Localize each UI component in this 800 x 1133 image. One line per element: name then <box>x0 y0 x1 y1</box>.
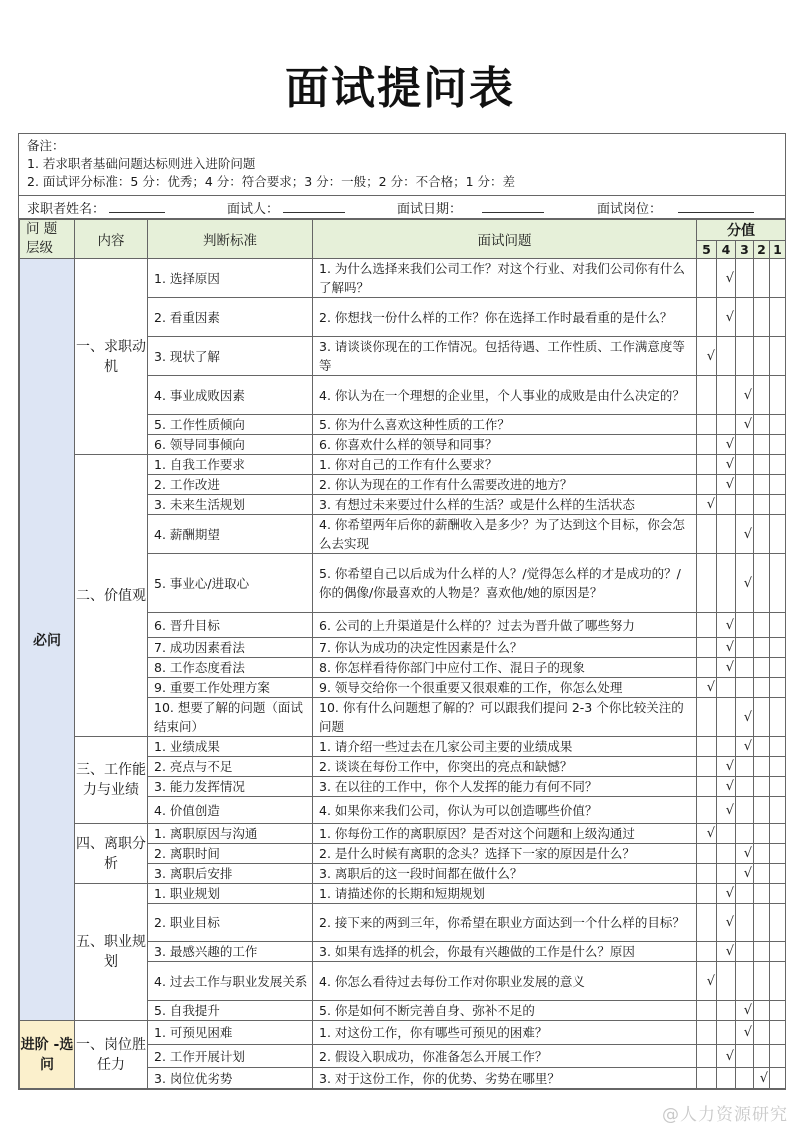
check-icon: √ <box>706 680 715 695</box>
question-cell: 2. 你认为现在的工作有什么需要改进的地方？ <box>313 475 697 495</box>
score-cell-5[interactable] <box>697 415 717 435</box>
check-icon: √ <box>725 886 734 901</box>
interview-sheet <box>18 133 786 1090</box>
score-cell-2[interactable] <box>754 495 770 515</box>
score-cell-5[interactable] <box>697 737 717 757</box>
criteria-cell: 4. 过去工作与职业发展关系 <box>148 962 313 1001</box>
score-cell-1[interactable] <box>770 904 786 942</box>
score-cell-3[interactable] <box>736 1068 754 1089</box>
score-cell-5[interactable] <box>697 678 717 698</box>
score-cell-2[interactable] <box>754 797 770 824</box>
criteria-cell: 2. 亮点与不足 <box>148 757 313 777</box>
check-icon: √ <box>743 417 752 432</box>
score-cell-3[interactable] <box>736 737 754 757</box>
header-score: 分值 <box>697 220 786 241</box>
category-label: 三、工作能力与业绩 <box>75 737 148 824</box>
interviewer-input[interactable] <box>283 201 345 213</box>
interview-date-field <box>397 198 597 217</box>
score-cell-4[interactable] <box>717 824 736 844</box>
score-cell-2[interactable] <box>754 962 770 1001</box>
question-cell: 3. 如果有选择的机会，你最有兴趣做的工作是什么？原因 <box>313 942 697 962</box>
score-cell-3[interactable] <box>736 904 754 942</box>
check-icon: √ <box>725 437 734 452</box>
score-cell-5[interactable] <box>697 962 717 1001</box>
score-cell-1[interactable] <box>770 435 786 455</box>
score-cell-2[interactable] <box>754 376 770 415</box>
score-cell-5[interactable] <box>697 797 717 824</box>
question-cell: 3. 在以往的工作中，你个人发挥的能力有何不同？ <box>313 777 697 797</box>
score-cell-3[interactable] <box>736 376 754 415</box>
question-cell: 3. 请谈谈你现在的工作情况。包括待遇、工作性质、工作满意度等等 <box>313 337 697 376</box>
score-cell-2[interactable] <box>754 554 770 613</box>
score-cell-2[interactable] <box>754 678 770 698</box>
check-icon: √ <box>725 640 734 655</box>
score-cell-1[interactable] <box>770 844 786 864</box>
score-cell-2[interactable] <box>754 415 770 435</box>
check-icon: √ <box>725 477 734 492</box>
score-cell-2[interactable] <box>754 904 770 942</box>
score-cell-5[interactable] <box>697 1068 717 1089</box>
interview-position-input[interactable] <box>678 201 754 213</box>
table-row <box>20 455 786 475</box>
notes-section <box>19 134 785 196</box>
score-cell-3[interactable] <box>736 1001 754 1021</box>
check-icon: √ <box>725 944 734 959</box>
score-cell-2[interactable] <box>754 942 770 962</box>
score-cell-2[interactable] <box>754 1068 770 1089</box>
score-cell-1[interactable] <box>770 298 786 337</box>
score-cell-3[interactable] <box>736 864 754 884</box>
check-icon: √ <box>743 526 752 542</box>
score-cell-3[interactable] <box>736 698 754 737</box>
score-cell-5[interactable] <box>697 495 717 515</box>
score-cell-2[interactable] <box>754 337 770 376</box>
check-icon: √ <box>743 1025 752 1040</box>
score-cell-5[interactable] <box>697 475 717 495</box>
score-cell-5[interactable] <box>697 864 717 884</box>
criteria-cell: 1. 可预见困难 <box>148 1021 313 1045</box>
score-cell-4[interactable] <box>717 737 736 757</box>
score-cell-1[interactable] <box>770 884 786 904</box>
question-cell: 2. 谈谈在每份工作中，你突出的亮点和缺憾？ <box>313 757 697 777</box>
check-icon: √ <box>725 457 734 472</box>
criteria-cell: 2. 工作改进 <box>148 475 313 495</box>
note-line-1: 1. 若求职者基础问题达标则进入进阶问题 <box>27 156 256 171</box>
watermark: @人力资源研究 <box>662 1105 788 1125</box>
score-cell-1[interactable] <box>770 259 786 298</box>
score-cell-1[interactable] <box>770 777 786 797</box>
criteria-cell: 1. 业绩成果 <box>148 737 313 757</box>
question-cell: 1. 请介绍一些过去在几家公司主要的业绩成果 <box>313 737 697 757</box>
score-cell-4[interactable] <box>717 844 736 864</box>
score-cell-4[interactable] <box>717 1001 736 1021</box>
score-cell-4[interactable] <box>717 435 736 455</box>
score-cell-3[interactable] <box>736 824 754 844</box>
criteria-cell: 7. 成功因素看法 <box>148 638 313 658</box>
score-cell-4[interactable] <box>717 658 736 678</box>
score-cell-4[interactable] <box>717 884 736 904</box>
score-cell-5[interactable] <box>697 844 717 864</box>
score-cell-4[interactable] <box>717 259 736 298</box>
score-cell-1[interactable] <box>770 554 786 613</box>
check-icon: √ <box>759 1070 768 1086</box>
score-cell-1[interactable] <box>770 824 786 844</box>
score-cell-4[interactable] <box>717 415 736 435</box>
score-cell-1[interactable] <box>770 1068 786 1089</box>
score-cell-5[interactable] <box>697 824 717 844</box>
question-cell: 3. 有想过未来要过什么样的生活？或是什么样的生活状态 <box>313 495 697 515</box>
table-row <box>20 884 786 904</box>
score-cell-1[interactable] <box>770 962 786 1001</box>
score-cell-3[interactable] <box>736 1045 754 1068</box>
score-cell-1[interactable] <box>770 415 786 435</box>
check-icon: √ <box>743 846 752 861</box>
interview-date-label: 面试日期： <box>397 201 463 217</box>
question-cell: 4. 你认为在一个理想的企业里，个人事业的成败是由什么决定的？ <box>313 376 697 415</box>
header-score-2: 2 <box>754 241 770 259</box>
score-cell-3[interactable] <box>736 797 754 824</box>
table-row <box>20 259 786 298</box>
score-cell-3[interactable] <box>736 475 754 495</box>
score-cell-3[interactable] <box>736 515 754 554</box>
criteria-cell: 2. 工作开展计划 <box>148 1045 313 1068</box>
check-icon: √ <box>725 802 734 818</box>
criteria-cell: 1. 选择原因 <box>148 259 313 298</box>
score-cell-1[interactable] <box>770 658 786 678</box>
score-cell-3[interactable] <box>736 884 754 904</box>
score-cell-4[interactable] <box>717 376 736 415</box>
criteria-cell: 3. 未来生活规划 <box>148 495 313 515</box>
score-cell-1[interactable] <box>770 864 786 884</box>
header-score-1: 1 <box>770 241 786 259</box>
score-cell-1[interactable] <box>770 515 786 554</box>
check-icon: √ <box>743 739 752 754</box>
note-line-2: 2. 面试评分标准：5 分：优秀；4 分：符合要求；3 分：一般；2 分：不合格；1 分：差 <box>27 174 516 189</box>
interviewer-label: 面试人： <box>227 201 280 217</box>
score-cell-4[interactable] <box>717 757 736 777</box>
candidate-name-input[interactable] <box>109 201 165 213</box>
score-cell-3[interactable] <box>736 757 754 777</box>
score-cell-5[interactable] <box>697 1021 717 1045</box>
check-icon: √ <box>743 575 752 591</box>
question-table <box>19 219 786 1089</box>
score-cell-1[interactable] <box>770 1045 786 1068</box>
score-cell-4[interactable] <box>717 904 736 942</box>
score-cell-1[interactable] <box>770 376 786 415</box>
interview-position-field <box>597 198 754 217</box>
score-cell-4[interactable] <box>717 298 736 337</box>
score-cell-3[interactable] <box>736 455 754 475</box>
score-cell-5[interactable] <box>697 757 717 777</box>
score-cell-5[interactable] <box>697 1045 717 1068</box>
score-cell-2[interactable] <box>754 777 770 797</box>
level-advanced: 进阶 -选问 <box>20 1021 75 1089</box>
score-cell-4[interactable] <box>717 475 736 495</box>
criteria-cell: 5. 工作性质倾向 <box>148 415 313 435</box>
question-cell: 6. 你喜欢什么样的领导和同事？ <box>313 435 697 455</box>
check-icon: √ <box>743 709 752 725</box>
score-cell-2[interactable] <box>754 515 770 554</box>
score-cell-4[interactable] <box>717 1045 736 1068</box>
score-cell-4[interactable] <box>717 698 736 737</box>
score-cell-5[interactable] <box>697 337 717 376</box>
question-cell: 6. 公司的上升渠道是什么样的？过去为晋升做了哪些努力 <box>313 613 697 638</box>
question-cell: 2. 假设入职成功，你准备怎么开展工作？ <box>313 1045 697 1068</box>
score-cell-3[interactable] <box>736 259 754 298</box>
header-level: 问 题 层级 <box>20 220 75 259</box>
score-cell-2[interactable] <box>754 844 770 864</box>
score-cell-3[interactable] <box>736 638 754 658</box>
score-cell-5[interactable] <box>697 554 717 613</box>
check-icon: √ <box>706 826 715 841</box>
interview-date-input[interactable] <box>482 201 544 213</box>
score-cell-2[interactable] <box>754 298 770 337</box>
question-cell: 1. 为什么选择来我们公司工作？对这个行业、对我们公司你有什么了解吗？ <box>313 259 697 298</box>
score-cell-1[interactable] <box>770 455 786 475</box>
score-cell-1[interactable] <box>770 1021 786 1045</box>
score-cell-4[interactable] <box>717 962 736 1001</box>
check-icon: √ <box>725 270 734 286</box>
score-cell-3[interactable] <box>736 777 754 797</box>
question-cell: 4. 你希望两年后你的薪酬收入是多少？为了达到这个目标，你会怎么去实现 <box>313 515 697 554</box>
score-cell-4[interactable] <box>717 1068 736 1089</box>
score-cell-5[interactable] <box>697 435 717 455</box>
score-cell-3[interactable] <box>736 613 754 638</box>
score-cell-5[interactable] <box>697 613 717 638</box>
interviewer-field <box>227 198 397 217</box>
header-score-4: 4 <box>717 241 736 259</box>
table-row <box>20 1021 786 1045</box>
check-icon: √ <box>725 1048 734 1064</box>
criteria-cell: 1. 职业规划 <box>148 884 313 904</box>
question-cell: 4. 你怎么看待过去每份工作对你职业发展的意义 <box>313 962 697 1001</box>
criteria-cell: 9. 重要工作处理方案 <box>148 678 313 698</box>
score-cell-1[interactable] <box>770 797 786 824</box>
score-cell-4[interactable] <box>717 495 736 515</box>
check-icon: √ <box>725 309 734 325</box>
question-cell: 4. 如果你来我们公司，你认为可以创造哪些价值？ <box>313 797 697 824</box>
criteria-cell: 6. 领导同事倾向 <box>148 435 313 455</box>
score-cell-1[interactable] <box>770 495 786 515</box>
score-cell-3[interactable] <box>736 554 754 613</box>
score-cell-1[interactable] <box>770 613 786 638</box>
header-score-5: 5 <box>697 241 717 259</box>
score-cell-5[interactable] <box>697 698 717 737</box>
score-cell-1[interactable] <box>770 475 786 495</box>
check-icon: √ <box>725 915 734 930</box>
table-row <box>20 737 786 757</box>
question-cell: 8. 你怎样看待你部门中应付工作、混日子的现象 <box>313 658 697 678</box>
notes-heading: 备注： <box>27 138 65 153</box>
score-cell-3[interactable] <box>736 298 754 337</box>
score-cell-2[interactable] <box>754 864 770 884</box>
category-label: 二、价值观 <box>75 455 148 737</box>
score-cell-2[interactable] <box>754 638 770 658</box>
question-cell: 1. 对这份工作，你有哪些可预见的困难？ <box>313 1021 697 1045</box>
score-cell-4[interactable] <box>717 613 736 638</box>
header-question: 面试问题 <box>313 220 697 259</box>
score-cell-4[interactable] <box>717 1021 736 1045</box>
criteria-cell: 2. 看重因素 <box>148 298 313 337</box>
score-cell-4[interactable] <box>717 797 736 824</box>
criteria-cell: 3. 能力发挥情况 <box>148 777 313 797</box>
score-cell-4[interactable] <box>717 554 736 613</box>
score-cell-5[interactable] <box>697 777 717 797</box>
criteria-cell: 5. 自我提升 <box>148 1001 313 1021</box>
score-cell-4[interactable] <box>717 777 736 797</box>
score-cell-2[interactable] <box>754 1001 770 1021</box>
score-cell-1[interactable] <box>770 638 786 658</box>
header-content: 内容 <box>75 220 148 259</box>
check-icon: √ <box>725 617 734 633</box>
score-cell-2[interactable] <box>754 455 770 475</box>
score-cell-5[interactable] <box>697 638 717 658</box>
question-cell: 10. 你有什么问题想了解的？可以跟我们提问 2-3 个你比较关注的问题 <box>313 698 697 737</box>
category-label: 一、求职动机 <box>75 259 148 455</box>
score-cell-2[interactable] <box>754 737 770 757</box>
criteria-cell: 1. 自我工作要求 <box>148 455 313 475</box>
score-cell-5[interactable] <box>697 1001 717 1021</box>
score-cell-5[interactable] <box>697 515 717 554</box>
check-icon: √ <box>743 387 752 403</box>
score-cell-5[interactable] <box>697 942 717 962</box>
score-cell-5[interactable] <box>697 259 717 298</box>
score-cell-2[interactable] <box>754 259 770 298</box>
criteria-cell: 6. 晋升目标 <box>148 613 313 638</box>
score-cell-2[interactable] <box>754 1045 770 1068</box>
question-cell: 2. 接下来的两到三年，你希望在职业方面达到一个什么样的目标？ <box>313 904 697 942</box>
score-cell-2[interactable] <box>754 884 770 904</box>
question-cell: 7. 你认为成功的决定性因素是什么？ <box>313 638 697 658</box>
page-title: 面试提问表 <box>285 63 515 114</box>
question-cell: 3. 对于这份工作，你的优势、劣势在哪里？ <box>313 1068 697 1089</box>
score-cell-1[interactable] <box>770 737 786 757</box>
score-cell-2[interactable] <box>754 658 770 678</box>
score-cell-3[interactable] <box>736 495 754 515</box>
check-icon: √ <box>743 866 752 881</box>
score-cell-1[interactable] <box>770 757 786 777</box>
candidate-info-row <box>19 196 785 219</box>
criteria-cell: 3. 最感兴趣的工作 <box>148 942 313 962</box>
question-cell: 1. 你每份工作的离职原因？是否对这个问题和上级沟通过 <box>313 824 697 844</box>
score-cell-3[interactable] <box>736 678 754 698</box>
score-cell-4[interactable] <box>717 515 736 554</box>
score-cell-3[interactable] <box>736 415 754 435</box>
interview-position-label: 面试岗位： <box>597 201 663 217</box>
question-cell: 9. 领导交给你一个很重要又很艰难的工作，你怎么处理 <box>313 678 697 698</box>
category-label: 五、职业规划 <box>75 884 148 1021</box>
score-cell-2[interactable] <box>754 698 770 737</box>
criteria-cell: 1. 离职原因与沟通 <box>148 824 313 844</box>
score-cell-3[interactable] <box>736 962 754 1001</box>
score-cell-4[interactable] <box>717 942 736 962</box>
score-cell-3[interactable] <box>736 337 754 376</box>
score-cell-1[interactable] <box>770 942 786 962</box>
check-icon: √ <box>725 779 734 794</box>
score-cell-4[interactable] <box>717 864 736 884</box>
score-cell-2[interactable] <box>754 824 770 844</box>
criteria-cell: 3. 现状了解 <box>148 337 313 376</box>
score-cell-5[interactable] <box>697 298 717 337</box>
score-cell-4[interactable] <box>717 638 736 658</box>
score-cell-5[interactable] <box>697 904 717 942</box>
criteria-cell: 3. 岗位优劣势 <box>148 1068 313 1089</box>
score-cell-1[interactable] <box>770 698 786 737</box>
question-cell: 5. 你希望自己以后成为什么样的人？/觉得怎么样的才是成功的？/你的偶像/你最喜欢的人物是？喜欢他/她的原因是？ <box>313 554 697 613</box>
criteria-cell: 8. 工作态度看法 <box>148 658 313 678</box>
check-icon: √ <box>706 348 715 364</box>
check-icon: √ <box>725 660 734 675</box>
score-cell-3[interactable] <box>736 1021 754 1045</box>
score-cell-4[interactable] <box>717 455 736 475</box>
criteria-cell: 2. 离职时间 <box>148 844 313 864</box>
score-cell-4[interactable] <box>717 678 736 698</box>
check-icon: √ <box>706 497 715 512</box>
level-required: 必问 <box>20 259 75 1021</box>
score-cell-2[interactable] <box>754 1021 770 1045</box>
candidate-name-field <box>27 198 227 217</box>
category-label: 一、岗位胜任力 <box>75 1021 148 1089</box>
question-cell: 5. 你是如何不断完善自身、弥补不足的 <box>313 1001 697 1021</box>
header-score-3: 3 <box>736 241 754 259</box>
score-cell-5[interactable] <box>697 658 717 678</box>
score-cell-2[interactable] <box>754 435 770 455</box>
check-icon: √ <box>725 759 734 774</box>
question-cell: 3. 离职后的这一段时间都在做什么？ <box>313 864 697 884</box>
category-label: 四、离职分析 <box>75 824 148 884</box>
score-cell-1[interactable] <box>770 337 786 376</box>
criteria-cell: 4. 价值创造 <box>148 797 313 824</box>
criteria-cell: 10. 想要了解的问题（面试结束问） <box>148 698 313 737</box>
score-cell-5[interactable] <box>697 455 717 475</box>
score-cell-4[interactable] <box>717 337 736 376</box>
table-row <box>20 824 786 844</box>
criteria-cell: 4. 事业成败因素 <box>148 376 313 415</box>
question-cell: 1. 请描述你的长期和短期规划 <box>313 884 697 904</box>
candidate-name-label: 求职者姓名： <box>27 201 106 217</box>
score-cell-3[interactable] <box>736 844 754 864</box>
score-cell-1[interactable] <box>770 1001 786 1021</box>
criteria-cell: 3. 离职后安排 <box>148 864 313 884</box>
score-cell-5[interactable] <box>697 376 717 415</box>
header-criteria: 判断标准 <box>148 220 313 259</box>
question-cell: 1. 你对自己的工作有什么要求？ <box>313 455 697 475</box>
score-cell-3[interactable] <box>736 658 754 678</box>
criteria-cell: 2. 职业目标 <box>148 904 313 942</box>
check-icon: √ <box>743 1003 752 1018</box>
criteria-cell: 5. 事业心/进取心 <box>148 554 313 613</box>
score-cell-2[interactable] <box>754 475 770 495</box>
question-cell: 2. 你想找一份什么样的工作？你在选择工作时最看重的是什么？ <box>313 298 697 337</box>
score-cell-2[interactable] <box>754 613 770 638</box>
criteria-cell: 4. 薪酬期望 <box>148 515 313 554</box>
score-cell-5[interactable] <box>697 884 717 904</box>
check-icon: √ <box>706 973 715 989</box>
score-cell-2[interactable] <box>754 757 770 777</box>
question-cell: 2. 是什么时候有离职的念头？选择下一家的原因是什么？ <box>313 844 697 864</box>
score-cell-3[interactable] <box>736 435 754 455</box>
score-cell-3[interactable] <box>736 942 754 962</box>
score-cell-1[interactable] <box>770 678 786 698</box>
question-cell: 5. 你为什么喜欢这种性质的工作？ <box>313 415 697 435</box>
